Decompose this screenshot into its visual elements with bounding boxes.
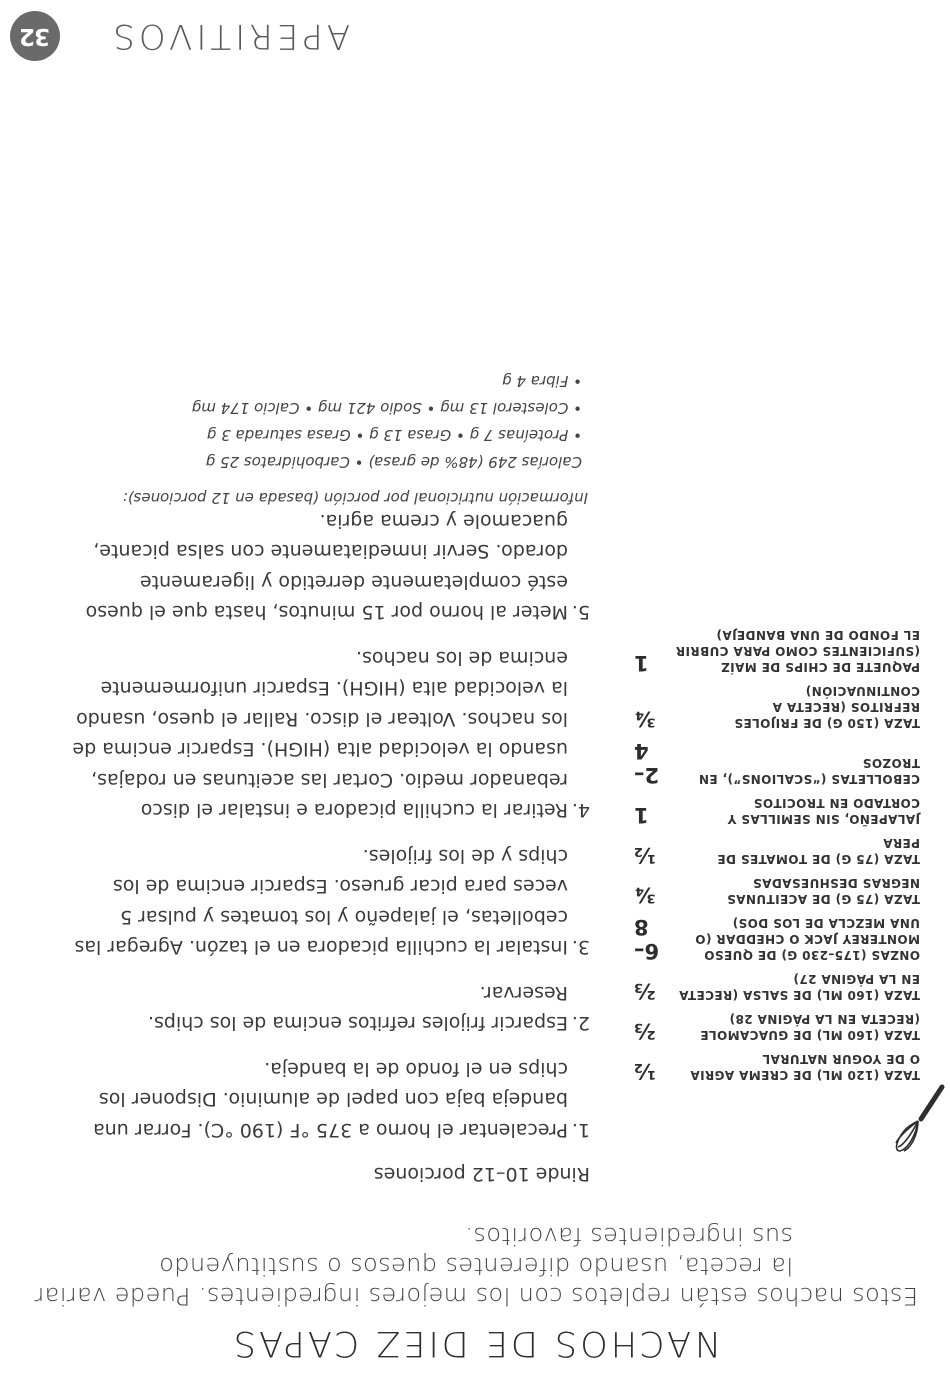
ingredient-qty: ¾ (634, 707, 656, 731)
step-line: guacamole y crema agria. (319, 510, 568, 532)
ingredient-line: JALAPEÑO, SIN SEMILLAS Y (727, 812, 920, 826)
ingredient-line: (RECETA EN LA PÁGINA 28) (729, 1012, 920, 1026)
nutrition-line: • Colesterol 13 mg • Sodio 421 mg • Calcio 174 mg (191, 399, 582, 417)
step-line: dorado. Servir inmediatamente con salsa picante, (93, 540, 568, 563)
ingredient-item (590, 683, 920, 731)
nutrition-line: • Fibra 4 g (502, 372, 582, 390)
ingredient-desc (672, 1011, 920, 1043)
ingredient-line: TAZA (75 G) DE TOMATES DE (717, 852, 920, 866)
nutrition-line: • Proteínas 7 g • Grasa 13 g • Grasa saturada 3 g (206, 426, 582, 444)
step-line: cebolletas, el jalapeño y los tomates y pulsar 5 (119, 906, 568, 928)
step-line: bandeja baja con papel de aluminio. Disponer los (98, 1088, 568, 1111)
step-line: usando la velocidad alta (HIGH). Esparcir encima de (72, 738, 568, 761)
nutrition-heading: Información nutricional por porción (basada en 12 porciones): (122, 489, 588, 507)
section-title: APERITIVOS (109, 16, 350, 56)
step-line: veces para picar grueso. Esparcir encima de los (112, 875, 568, 898)
ingredient-desc (672, 627, 920, 675)
page-number-badge (10, 11, 60, 61)
ingredient-line: EL FONDO DE UNA BANDEJA) (716, 628, 920, 642)
recipe-step (30, 506, 590, 628)
ingredient-qty: 1 (634, 651, 649, 675)
ingredient-item (590, 627, 920, 675)
ingredient-line: TAZA (150 G) DE FRIJOLES (734, 716, 920, 730)
ingredient-line: CORTADO EN TROCITOS (753, 796, 920, 810)
ingredient-line: EN LA PÁGINA 27) (793, 972, 920, 986)
recipe-step (30, 841, 590, 963)
ingredient-qty: ½ (634, 1059, 656, 1083)
step-list (30, 491, 590, 1146)
ingredient-line: TAZA (120 ML) DE CREMA AGRIA (690, 1068, 920, 1082)
step-text (30, 841, 568, 963)
ingredient-list-full (590, 619, 920, 1083)
intro-line: sus ingredientes favoritos. (464, 1222, 793, 1250)
ingredient-line: CONTINUACIÓN) (805, 684, 920, 698)
ingredient-item (590, 795, 920, 827)
step-text (30, 978, 568, 1039)
step-number: 3. (571, 936, 590, 959)
recipe-step (30, 978, 590, 1039)
step-number: 1. (571, 1119, 590, 1141)
ingredient-item (590, 875, 920, 907)
ingredient-desc (672, 971, 920, 1003)
ingredient-line: NEGRAS DESHUESADAS (752, 876, 920, 890)
step-line: Precalentar el horno a 375 °F (190 °C). Forrar una (93, 1119, 568, 1141)
ingredient-desc (672, 683, 920, 731)
step-line: Instalar la cuchilla picadora en el tazón. Agregar las (74, 936, 568, 959)
step-line: rebanador medio. Cortar las aceitunas en rodajas, (91, 769, 568, 791)
step-line: Esparcir frijoles refritos encima de los chips. (147, 1012, 568, 1035)
step-line: los nachos. Voltear el disco. Rallar el queso, usando (76, 708, 568, 730)
ingredient-line: UNA MEZCLA DE LOS DOS) (732, 916, 920, 930)
ingredient-line: CEBOLLETAS (“SCALIONS”), EN (698, 772, 920, 786)
step-line: Meter al horno por 15 minutos, hasta que el queso (85, 601, 568, 624)
nutrition-line: Calorías 249 (48% de grasa) • Carbohidratos 25 g (205, 453, 582, 471)
ingredient-line: PERA (882, 836, 920, 850)
ingredient-item (590, 971, 920, 1003)
ingredient-line: PAQUETE DE CHIPS DE MAÍZ (720, 660, 920, 674)
nutrition-info (28, 367, 588, 511)
ingredient-line: O DE YOGUR NATURAL (762, 1052, 920, 1066)
ingredient-qty: 2–4 (634, 739, 660, 787)
ingredient-line: TROZOS (862, 756, 920, 770)
recipe-step (30, 1054, 590, 1146)
ingredient-line: REFRITOS (RECETA A (772, 700, 920, 714)
ingredient-item (590, 1051, 920, 1083)
ingredient-qty: 6–8 (634, 915, 660, 963)
ingredient-item (590, 835, 920, 867)
step-line: chips y de los frijoles. (362, 845, 568, 867)
ingredient-item (590, 1011, 920, 1043)
ingredient-desc (672, 795, 920, 827)
ingredient-desc (672, 915, 920, 963)
intro-line: la receta, usando diferentes quesos o sustituyendo (158, 1252, 793, 1280)
step-number: 2. (571, 1012, 590, 1035)
step-line: esté completamente derretido y ligeramente (139, 571, 568, 593)
step-line: Reservar. (479, 982, 568, 1004)
ingredient-item (590, 915, 920, 963)
step-line: Retirar la cuchilla picadora e instalar el disco (140, 799, 568, 822)
page-number: 32 (20, 23, 51, 49)
recipe-step (30, 643, 590, 826)
step-text (30, 1054, 568, 1146)
step-line: chips en el fondo de la bandeja. (264, 1058, 568, 1080)
ingredient-line: MONTEREY JACK O CHEDDAR (O (694, 932, 920, 946)
ingredient-qty: ⅔ (634, 1019, 656, 1043)
ingredient-line: TAZA (75 G) DE ACEITUNAS (726, 892, 920, 906)
ingredient-qty: ¾ (634, 883, 656, 907)
ingredient-line: ONZAS (175–230 G) DE QUESO (703, 948, 920, 962)
step-text (30, 506, 568, 628)
step-line: la velocidad alta (HIGH). Esparcir uniformemente (100, 677, 568, 700)
ingredient-qty: ⅔ (634, 979, 656, 1003)
ingredient-desc (672, 755, 920, 787)
step-number: 5. (571, 601, 590, 624)
ingredient-qty: 1 (634, 803, 649, 827)
ingredient-line: TAZA (160 ML) DE SALSA (RECETA (678, 988, 920, 1002)
ingredient-qty: ½ (634, 843, 656, 867)
step-text (30, 643, 568, 826)
ingredient-line: TAZA (160 ML) DE GUACAMOLE (700, 1028, 920, 1042)
recipe-yield: Rinde 10–12 porciones (373, 1163, 590, 1185)
whisk-icon (892, 1083, 948, 1157)
ingredient-line: (SUFICIENTES COMO PARA CUBRIR (675, 644, 920, 658)
ingredient-desc (672, 875, 920, 907)
step-number: 4. (571, 799, 590, 822)
ingredient-desc (672, 835, 920, 867)
ingredient-item (590, 739, 920, 787)
recipe-title: NACHOS DE DIEZ CAPAS (230, 1323, 720, 1363)
recipe-intro (28, 1221, 918, 1311)
intro-line: Estos nachos están repletos con los mejores ingredientes. Puede variar (33, 1282, 918, 1310)
ingredient-desc (672, 1051, 920, 1083)
step-line: encima de los nachos. (355, 647, 568, 669)
